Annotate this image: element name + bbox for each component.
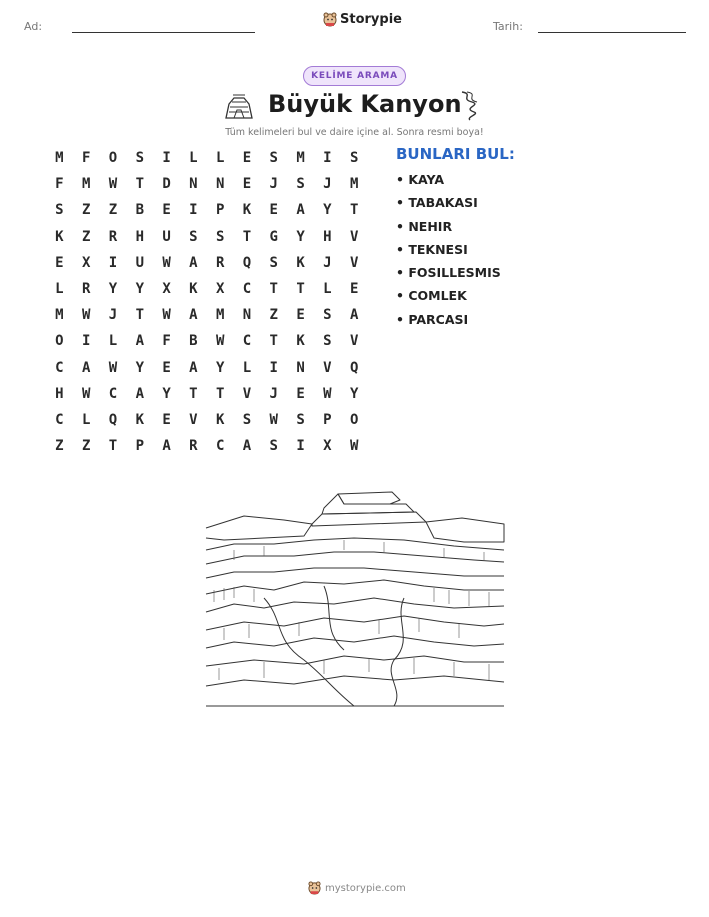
grid-letter[interactable]: K — [135, 411, 144, 428]
grid-letter[interactable]: M — [215, 307, 225, 324]
grid-letter[interactable]: V — [349, 228, 359, 245]
grid-letter[interactable]: I — [269, 359, 278, 376]
grid-letter[interactable]: S — [323, 333, 332, 350]
grid-letter[interactable]: J — [108, 307, 118, 324]
grid-letter[interactable]: W — [81, 307, 91, 324]
grid-letter[interactable]: J — [323, 254, 332, 271]
grid-letter[interactable]: S — [135, 150, 144, 167]
word-list-item: • TEKNESI — [396, 241, 468, 257]
river-icon — [456, 90, 482, 122]
grid-letter[interactable]: X — [81, 254, 91, 271]
grid-letter[interactable]: A — [189, 307, 198, 324]
grid-letter[interactable]: P — [323, 411, 332, 428]
grid-letter[interactable]: P — [135, 438, 144, 455]
grid-letter[interactable]: B — [189, 333, 198, 350]
grid-letter[interactable]: S — [296, 176, 305, 193]
mascot-icon — [323, 12, 337, 27]
grid-letter[interactable]: Y — [349, 385, 359, 402]
grid-letter[interactable]: E — [162, 359, 171, 376]
grid-letter[interactable]: S — [323, 307, 332, 324]
grid-letter[interactable]: N — [215, 176, 225, 193]
grid-letter[interactable]: Z — [81, 202, 91, 219]
grid-letter[interactable]: J — [269, 176, 278, 193]
grid-letter[interactable]: L — [323, 281, 332, 298]
grid-letter[interactable]: V — [323, 359, 332, 376]
grid-letter[interactable]: M — [55, 307, 64, 324]
grid-letter[interactable]: P — [215, 202, 225, 219]
grid-letter[interactable]: Z — [81, 438, 91, 455]
grid-letter[interactable]: W — [162, 254, 171, 271]
grid-letter[interactable]: I — [81, 333, 91, 350]
grid-letter[interactable]: T — [349, 202, 359, 219]
grid-letter[interactable]: X — [162, 281, 171, 298]
grid-letter[interactable]: Y — [296, 228, 305, 245]
grid-letter[interactable]: V — [349, 333, 359, 350]
grid-letter[interactable]: L — [81, 411, 91, 428]
grid-letter[interactable]: L — [242, 359, 252, 376]
grid-letter[interactable]: C — [55, 359, 64, 376]
grid-letter[interactable]: Z — [269, 307, 278, 324]
grid-letter[interactable]: R — [189, 438, 198, 455]
grid-letter[interactable]: Y — [135, 281, 144, 298]
grid-letter[interactable]: J — [269, 385, 278, 402]
grid-letter[interactable]: T — [189, 385, 198, 402]
name-label: Ad: — [24, 20, 43, 33]
grid-letter[interactable]: A — [349, 307, 359, 324]
grid-letter[interactable]: E — [296, 307, 305, 324]
grid-letter[interactable]: R — [108, 228, 118, 245]
grid-letter[interactable]: Y — [135, 359, 144, 376]
grid-letter[interactable]: Y — [323, 202, 332, 219]
grid-letter[interactable]: M — [296, 150, 305, 167]
grid-letter[interactable]: S — [296, 411, 305, 428]
grid-letter[interactable]: C — [242, 333, 252, 350]
grid-letter[interactable]: C — [215, 438, 225, 455]
grid-letter[interactable]: M — [81, 176, 91, 193]
grid-letter[interactable]: K — [55, 228, 64, 245]
brand-name: Storypie — [340, 12, 402, 27]
grid-letter[interactable]: S — [269, 150, 278, 167]
grid-letter[interactable]: K — [242, 202, 252, 219]
grid-letter[interactable]: S — [242, 411, 252, 428]
grid-letter[interactable]: E — [55, 254, 64, 271]
grid-letter[interactable]: N — [242, 307, 252, 324]
grid-letter[interactable]: W — [269, 411, 278, 428]
grid-letter[interactable]: K — [215, 411, 225, 428]
grid-letter[interactable]: N — [189, 176, 198, 193]
grid-letter[interactable]: U — [162, 228, 171, 245]
grid-letter[interactable]: W — [162, 307, 171, 324]
word-list-item: • PARCASI — [396, 311, 469, 327]
word-list-item: • COMLEK — [396, 288, 467, 304]
grid-letter[interactable]: Y — [215, 359, 225, 376]
grid-letter[interactable]: L — [189, 150, 198, 167]
grid-letter[interactable]: O — [108, 150, 118, 167]
canyon-icon — [224, 92, 254, 120]
grid-letter[interactable]: I — [108, 254, 118, 271]
grid-letter[interactable]: V — [242, 385, 252, 402]
grid-letter[interactable]: S — [189, 228, 198, 245]
storypie-logo — [323, 12, 402, 27]
grid-letter[interactable]: A — [242, 438, 252, 455]
grid-letter[interactable]: S — [349, 150, 359, 167]
grid-letter[interactable]: T — [135, 176, 144, 193]
grid-letter[interactable]: T — [215, 385, 225, 402]
grid-letter[interactable]: T — [269, 333, 278, 350]
grid-letter[interactable]: V — [189, 411, 198, 428]
grid-letter[interactable]: W — [323, 385, 332, 402]
grid-letter[interactable]: M — [349, 176, 359, 193]
grid-letter[interactable]: R — [81, 281, 91, 298]
word-search-badge: KELİME ARAMA — [303, 66, 406, 86]
grid-letter[interactable]: G — [269, 228, 278, 245]
grid-letter[interactable]: L — [55, 281, 64, 298]
grid-letter[interactable]: H — [135, 228, 144, 245]
date-label: Tarih: — [493, 20, 523, 33]
grid-letter[interactable]: Y — [162, 385, 171, 402]
grid-letter[interactable]: I — [296, 438, 305, 455]
grid-letter[interactable]: J — [323, 176, 332, 193]
grid-letter[interactable]: W — [108, 176, 118, 193]
grid-letter[interactable]: S — [269, 254, 278, 271]
instructions: Tüm kelimeleri bul ve daire içine al. Sonra resmi boya! — [225, 127, 484, 138]
grid-letter[interactable]: T — [108, 438, 118, 455]
grid-letter[interactable]: I — [162, 150, 171, 167]
grid-letter[interactable]: I — [323, 150, 332, 167]
grid-letter[interactable]: K — [189, 281, 198, 298]
grid-letter[interactable]: S — [55, 202, 64, 219]
grid-letter[interactable]: Y — [108, 281, 118, 298]
footer — [308, 881, 406, 895]
grid-letter[interactable]: O — [55, 333, 64, 350]
grid-letter[interactable]: X — [215, 281, 225, 298]
word-list — [396, 172, 501, 335]
grid-letter[interactable]: W — [215, 333, 225, 350]
word-list-item: • KAYA — [396, 172, 445, 187]
grid-letter[interactable]: C — [108, 385, 118, 402]
grid-letter[interactable]: I — [189, 202, 198, 219]
grid-letter[interactable]: F — [81, 150, 91, 167]
grid-letter[interactable]: W — [108, 359, 118, 376]
grid-letter[interactable]: Q — [242, 254, 252, 271]
grid-letter[interactable]: H — [55, 385, 64, 402]
grid-letter[interactable]: H — [323, 228, 332, 245]
grid-letter[interactable]: S — [215, 228, 225, 245]
grand-canyon-illustration — [204, 490, 506, 712]
grid-letter[interactable]: E — [269, 202, 278, 219]
word-list-item: • TABAKASI — [396, 195, 478, 211]
grid-letter[interactable]: F — [162, 333, 171, 350]
grid-letter[interactable]: T — [296, 281, 305, 298]
grid-letter[interactable]: E — [349, 281, 359, 298]
grid-letter[interactable]: A — [162, 438, 171, 455]
grid-letter[interactable]: E — [242, 150, 252, 167]
grid-letter[interactable]: K — [296, 254, 305, 271]
grid-letter[interactable]: A — [189, 254, 198, 271]
grid-letter[interactable]: K — [296, 333, 305, 350]
grid-letter[interactable]: E — [162, 202, 171, 219]
grid-letter[interactable]: X — [323, 438, 332, 455]
grid-letter[interactable]: R — [215, 254, 225, 271]
grid-letter[interactable]: A — [296, 202, 305, 219]
grid-letter[interactable]: Q — [349, 359, 359, 376]
word-list-item: • FOSILLESMIS — [396, 265, 501, 281]
grid-letter[interactable]: M — [55, 150, 64, 167]
grid-letter[interactable]: Z — [108, 202, 118, 219]
grid-letter[interactable]: B — [135, 202, 144, 219]
word-list-item: • NEHIR — [396, 218, 453, 234]
grid-letter[interactable]: N — [296, 359, 305, 376]
grid-letter[interactable]: W — [349, 438, 359, 455]
grid-letter[interactable]: L — [215, 150, 225, 167]
grid-letter[interactable]: F — [55, 176, 64, 193]
date-line[interactable] — [538, 32, 686, 33]
grid-letter[interactable]: E — [242, 176, 252, 193]
grid-letter[interactable]: Z — [81, 228, 91, 245]
grid-letter[interactable]: Q — [108, 411, 118, 428]
grid-letter[interactable]: V — [349, 254, 359, 271]
grid-letter[interactable]: L — [108, 333, 118, 350]
grid-letter[interactable]: E — [162, 411, 171, 428]
grid-letter[interactable]: U — [135, 254, 144, 271]
mascot-icon — [308, 881, 321, 895]
grid-letter[interactable]: C — [242, 281, 252, 298]
grid-letter[interactable]: D — [162, 176, 171, 193]
grid-letter[interactable]: T — [269, 281, 278, 298]
grid-letter[interactable]: A — [81, 359, 91, 376]
page-title: Büyük Kanyon — [268, 90, 462, 118]
grid-letter[interactable]: S — [269, 438, 278, 455]
grid-letter[interactable]: C — [55, 411, 64, 428]
grid-letter[interactable]: O — [349, 411, 359, 428]
word-list-title: BUNLARI BUL: — [396, 145, 515, 163]
grid-letter[interactable]: A — [189, 359, 198, 376]
grid-letter[interactable]: T — [242, 228, 252, 245]
grid-letter[interactable]: Z — [55, 438, 64, 455]
letter-grid — [46, 145, 368, 459]
name-line[interactable] — [72, 32, 255, 33]
footer-site: mystorypie.com — [325, 882, 406, 894]
grid-letter[interactable]: A — [135, 333, 144, 350]
grid-letter[interactable]: T — [135, 307, 144, 324]
grid-letter[interactable]: W — [81, 385, 91, 402]
grid-letter[interactable]: A — [135, 385, 144, 402]
grid-letter[interactable]: E — [296, 385, 305, 402]
